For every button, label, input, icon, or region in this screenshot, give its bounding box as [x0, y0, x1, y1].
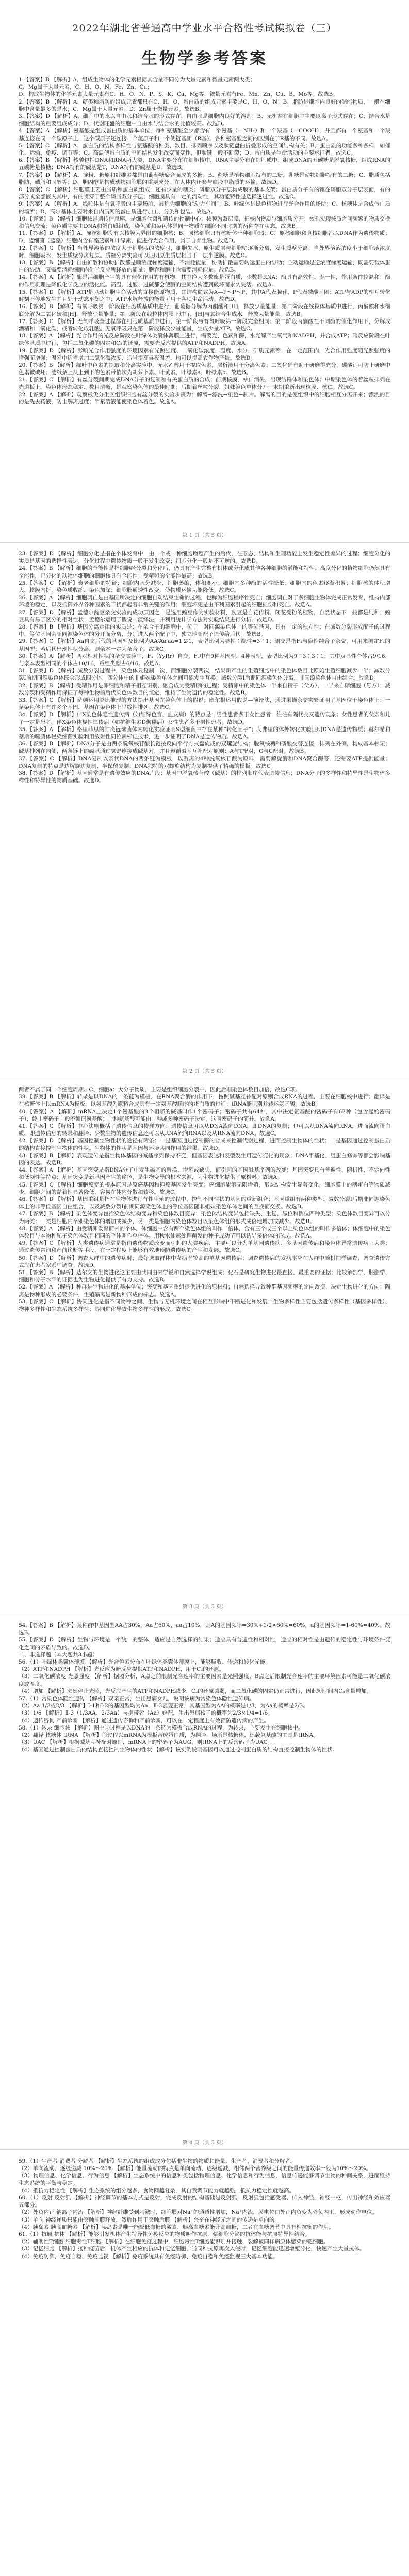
answer-paragraph: 22.【答案】A 【解析】观察根尖分生区组织细胞有丝分裂的实验步骤为：解离→漂洗→染色→制片。解离的目的是使组织中的细胞相互分离开来；漂洗的目的是洗去药液，防止解离过度；甲紫溶液能使染色体着色。故选A。 [19, 391, 390, 405]
answer-paragraph: 49.【答案】C 【解析】人类遗传病通常是指由遗传物质改变而引起的人类疾病，主要可以分为单基因遗传病、多基因遗传病和染色体异常遗传病三大类；通过遗传咨询和产前诊断等手段，在一定程度上能够有效地预防遗传病的产生和发展。故选C。 [19, 1240, 390, 1254]
answer-paragraph: 15.【答案】D 【解析】ATP是驱动细胞生命活动的直接能源物质，其结构简式为A—P～P～P，其中A代表腺苷，P代表磷酸基团；ATP与ADP的相互转化时刻不停地发生并且处于动态平衡之中；ATP水解释放的能量可用于各项生命活动。故选D。 [19, 289, 390, 303]
answer-paragraph: （3）单向 神经递质只能由突触前膜释放，然后作用于突触后膜 【解析】兴奋在神经元之间的传递是单向的。 [19, 2216, 280, 2223]
answer-paragraph: 17.【答案】C 【解析】无氧呼吸全过程都在细胞质基质中进行，第一阶段与有氧呼吸第一阶段完全相同；第二阶段丙酮酸在不同酶的催化作用下，分解成酒精和二氧化碳，或者转化成乳酸。无氧呼吸只在第一阶段释放少量能量，生成少量ATP。故选C。 [19, 318, 390, 332]
answer-paragraph: 42.【答案】D 【解析】基因控制生物性状的途径有两条：一是基因通过控制酶的合成来控制代谢过程，进而控制生物体的性状；二是基因通过控制蛋白质的结构直接控制生物体的性状。生物体的性状是基因与环境共同作用的结果。故选D。 [19, 1138, 390, 1151]
answer-paragraph: 51.【答案】B 【解析】达尔文的生物进化论主要由共同由来学说和自然选择学说组成；化石是研究生物进化最直接、最重要的证据；比较解剖学、胚胎学、细胞和分子水平的证据也为生物进化提供了有力支持。故选B。 [19, 1269, 390, 1283]
answer-paragraph: 44.【答案】A 【解析】基因突变是指DNA分子中发生碱基的替换、增添或缺失，而引起的基因碱基序列的改变；基因突变具有普遍性、随机性、不定向性和低频性等特点；基因突变是新基因产生的途径，是生物变异的根本来源，为生物进化提供了原材料。故选A。 [19, 1167, 390, 1181]
page-divider [0, 2149, 409, 2150]
answer-paragraph: （3）UAC 【解析】根据碱基互补配对原则，mRNA上的密码子为AUG，则tRNA上的反密码子为UAC。 [19, 1739, 273, 1746]
answer-paragraph: 24.【答案】B 【解析】细胞的全能性是指细胞经分裂和分化后，仍具有产生完整有机体或分化成其他各种细胞的潜能和特性；高度分化的植物细胞仍然具有全能性，已分化的动物体细胞的细胞核具有全能性；受精卵的全能性最高。故选B。 [19, 565, 390, 579]
answer-paragraph: 38.【答案】D 【解析】基因通常是有遗传效应的DNA片段；基因中脱氧核苷酸（碱基）的排列顺序代表遗传信息；DNA分子的多样性和特异性是生物体多样性和特异性的物质基础。故选D。 [19, 770, 390, 784]
answer-paragraph: D、构成生物体的化学元素大量元素有C、H、O、N、P、S、K、Ca、Mg等，微量元素有Fe、Mn、Zn、Cu、B、Mo等。故选B。 [19, 91, 338, 98]
page-1-footer: 第 1 页（共 5 页） [182, 533, 227, 538]
page-3-body [19, 1086, 390, 1596]
answer-paragraph: 11.【答案】D 【解析】A、原核细胞没有以核膜为界限的细胞核；B、原核细胞只有核糖体一种细胞器；C、原核细胞和真核细胞都以DNA作为遗传物质；D、蓝细菌（蓝藻）细胞内含有藻蓝素和叶绿素，能进行光合作用，属于自养生物。故选D。 [19, 230, 390, 244]
answer-paragraph: （4）抵抗力稳定性 【解析】生态系统的组分越多，食物网越复杂，其自我调节能力就越强，抵抗力稳定性就越高。 [19, 2187, 295, 2194]
answer-paragraph: 45.【答案】C 【解析】细胞癌变的根本原因是原癌基因和抑癌基因发生突变；癌细胞能够无限增殖，形态结构发生显著变化，细胞膜上的糖蛋白等物质减少，细胞之间的黏着性显著降低，容易在体内分散和转移。故选C。 [19, 1181, 390, 1195]
answer-paragraph: 59.（1）生产者 消费者 分解者 【解析】生态系统的组成成分包括非生物的物质和能量、生产者、消费者和分解者。 [19, 2158, 296, 2164]
page-4-body [19, 1622, 390, 2132]
answer-paragraph: （3）记忆细胞 【解析】接种疫苗后，机体产生相应的抗体和记忆细胞，当同种抗原再次入侵时，记忆细胞能迅速增殖分化，快速产生大量抗体。 [19, 2246, 365, 2252]
answer-paragraph: 26.【答案】A 【解析】细胞凋亡是由基因所决定的细胞自动结束生命的过程，也称为细胞程序性死亡；细胞凋亡对于多细胞生物体完成正常发育，维持内部环境的稳定，以及抵御外界各种因素的干扰都起着非常关键的作用；细胞坏死是由不利因素引起的细胞损伤和死亡。故选A。 [19, 595, 390, 608]
answer-paragraph: （2）单向流动、逐级递减 10%～20% 【解析】能量流动的特点是单向流动、逐级递减，相邻两个营养级之间的能量传递效率一般为10%～20%。 [19, 2165, 372, 2172]
page-2-footer: 第 2 页（共 5 页） [182, 1069, 227, 1074]
answer-paragraph: 47.【答案】B 【解析】染色体变异包括染色体结构变异和染色体数目变异；染色体结构变异包括缺失、重复、易位和倒位四种类型；染色体数目变异可以分为两类：一类是细胞内个别染色体的增加或减少，另一类是细胞内染色体数目以染色体组的形式成倍地增加或减少。故选B。 [19, 1211, 390, 1225]
answer-paragraph: 52.【答案】A 【解析】种群是生物进化的基本单位；突变和基因重组提供进化的原材料；自然选择导致种群基因频率的定向改变，决定生物进化的方向；隔离是物种形成的必要条件，生殖隔离是新物种形成的标志。故选A。 [19, 1284, 390, 1298]
answer-paragraph: 27.【答案】D 【解析】孟德尔豌豆杂交实验的成功原因之一是选用豌豆作为实验材料，豌豆是自花传粉、闭花受粉的植物，自然状态下一般都是纯种；豌豆具有易于区分的相对性状；孟德尔运用了假说—演绎法，并利用统计学方法对实验结果进行分析。故选D。 [19, 609, 390, 623]
answer-paragraph: （4）免疫防御、免疫自稳、免疫监视 【解析】免疫系统具有免疫防御、免疫自稳和免疫监视三大基本功能。 [19, 2253, 279, 2260]
answer-paragraph: 16.【答案】B 【解析】有氧呼吸第一阶段在细胞质基质中进行，葡萄糖分解为丙酮酸和[H]，释放少量能量；第二阶段在线粒体基质中进行，丙酮酸和水彻底分解为二氧化碳和[H]，释放少量能量；第三阶段在线粒体内膜上进行，[H]与氧结合生成水，释放大量能量。故选B。 [19, 303, 390, 317]
answer-paragraph: 28.【答案】B 【解析】基因分离定律的实质是：在杂合子的细胞中，位于一对同源染色体上的等位基因，具有一定的独立性；在减数分裂形成配子的过程中，等位基因会随同源染色体的分开而分离，分别进入两个配子中，独立地随配子遗传给后代。故选B。 [19, 624, 390, 638]
answer-paragraph: 23.【答案】D 【解析】细胞分化是指在个体发育中，由一个或一种细胞增殖产生的后代，在形态、结构和生理功能上发生稳定性差异的过程；细胞分化的实质是基因的选择性表达，分化过程中遗传物质一般不发生改变；细胞分化一般是不可逆的。故选D。 [19, 551, 390, 565]
answer-paragraph: （2）外负内正 钠离子内流 【解析】神经纤维受到刺激时，细胞膜对Na⁺的通透性增加，Na⁺内流，膜电位由外正内负变为外负内正，形成动作电位。 [19, 2209, 378, 2216]
answer-paragraph: 61.（1）抗原 抗体 【解析】能够引发机体产生特异性免疫反应的物质叫作抗原，浆细胞分泌的抗体能与抗原特异性结合。 [19, 2231, 310, 2238]
answer-paragraph: C、Mg属于大量元素，C、H、O、N、Fe、Zn、Cu； [19, 84, 153, 91]
answer-paragraph: 两者不属于同一个细胞周期。C、细胞a：大分子物质，主要是组织细胞分裂中，因此后期染色体数目加倍，故选C项。 [19, 1087, 301, 1093]
answer-paragraph: 31.【答案】D 【解析】减数分裂过程中，染色体只复制一次，而细胞分裂两次，结果新产生的生殖细胞中的染色体数目比原始生殖细胞减少一半；减数分裂Ⅰ前期同源染色体联会形成四分体，四分体中的非姐妹染色单体之间可能发生互换；减数分裂Ⅰ后期同源染色体分离，非同源染色体自由组合。故选D。 [19, 668, 390, 682]
answer-paragraph: 54.【答案】B 【解析】某种群中基因型AA占30%，Aa占60%，aa占10%，则A的基因频率=30%+1/2×60%=60%，a的基因频率=1-60%=40%。故选B。 [19, 1622, 390, 1636]
answer-paragraph: 50.【答案】D 【解析】调查人群中的遗传病时，最好选取群体中发病率较高的单基因遗传病；调查遗传病的发病率应在人群中随机抽样调查，调查遗传方式应在患者家系中调查。故选D。 [19, 1255, 390, 1268]
answer-paragraph: 7.【答案】D 【解析】A、淀粉、糖原和纤维素都是由葡萄糖聚合而成的多糖；B、蔗糖是植物细胞特有的二糖，乳糖是动物细胞特有的二糖；C、脂质包括脂肪、磷脂和固醇等；D、胆固醇是构成动物细胞膜的重要成分，在人体内还参与血液中脂质的运输。故选D。 [19, 172, 390, 185]
page-3-footer: 第 3 页（共 5 页） [182, 1604, 227, 1610]
page-divider [0, 542, 409, 543]
answer-paragraph: 37.【答案】C 【解析】DNA复制以亲代DNA的两条链为模板，以游离的4种脱氧核苷酸为原料，需要解旋酶和DNA聚合酶等，还需要ATP提供能量；DNA复制的特点是边解旋边复制、半保留复制；DNA独特的双螺旋结构为复制提供了精确的模板。故选C。 [19, 755, 390, 769]
answer-paragraph: 40.【答案】A 【解析】mRNA上决定1个氨基酸的3个相邻的碱基叫作1个密码子；密码子共有64种，其中决定氨基酸的密码子有62种（包含起始密码子），终止密码子一般不编码氨基酸；一种氨基酸可能由一种或多种密码子决定，这叫密码子的简并。故选A。 [19, 1108, 390, 1122]
answer-paragraph: 10.【答案】B 【解析】细胞核是遗传信息库，是细胞代谢和遗传的控制中心；核膜为双层膜，把核内物质与细胞质分开；核孔实现核质之间频繁的物质交换和信息交流；染色质主要由DNA和蛋白质组成，染色质和染色体是同一物质在细胞不同时期的两种存在状态。故选B。 [19, 215, 390, 230]
answer-paragraph: 55.【答案】D 【解析】生物与环境是一个统一的整体，适应是自然选择的结果；适应具有普遍性和相对性，适应的相对性是由遗传的稳定性与环境条件变化之间的矛盾导致的。故选D。 [19, 1637, 390, 1651]
answer-paragraph: （4）增加 【解析】突然停止光照，光反应产生的ATP和NADPH减少，C₃的还原减弱，而二氧化碳的固定仍正常进行，因此短时间内C₃含量增加。 [19, 1688, 372, 1694]
answer-paragraph: 30.【答案】A 【解析】两对相对性状的杂交实验中，F₁（YyRr）自交，F₂中有9种基因型、4种表型，表型比例为9∶3∶3∶1；其中双显性个体占9/16，与亲本表型相同的个体占10/16，重组类型占6/16。故选A。 [19, 653, 390, 667]
answer-paragraph: 33.【答案】C 【解析】萨顿运用类比推理的方法提出基因在染色体上的假说；摩尔根运用假说—演绎法，通过果蝇杂交实验证明了基因位于染色体上；一条染色体上有许多个基因，基因在染色体上呈线性排列。故选C。 [19, 697, 390, 711]
answer-paragraph: 32.【答案】B 【解析】受精作用是卵细胞和精子相互识别、融合成为受精卵的过程；受精卵中的染色体一半来自精子（父方），一半来自卵细胞（母方）；减数分裂和受精作用保证了每种生物前后代染色体数目的恒定，维持了生物遗传的稳定性。故选B。 [19, 682, 390, 696]
answer-paragraph: 2.【答案】B 【解析】A、糖类和脂肪的组成元素都只有C、H、O，蛋白质的组成元素主要是C、H、O、N；B、脂肪是细胞内良好的储能物质，一般在细胞中含量最多的是水；C、Mg属于大量元素；D、Zn属于微量元素。故选B。 [19, 98, 390, 112]
answer-paragraph: （2）Aa 1/3或2/3 【解析】Ⅰ-1和Ⅰ-2的基因型均为Aa，Ⅱ-3表现正常，其基因型为AA的概率是1/3，为Aa的概率是2/3。 [19, 1703, 308, 1709]
page-1-body [19, 76, 390, 524]
answer-paragraph: 25.【答案】C 【解析】衰老细胞的特征：细胞内水分减少，细胞萎缩，体积变小；细胞内多种酶的活性降低；细胞内的色素逐渐积累；细胞核的体积增大，核膜内折，染色质收缩、染色加深；细胞膜通透性改变，使物质运输功能降低。故选C。 [19, 580, 390, 594]
answer-paragraph: （2）ATP和NADPH 【解析】光反应为暗反应提供ATP和NADPH，用于C₃的还原。 [19, 1666, 225, 1673]
answer-paragraph: 12.【答案】C 【解析】当外界溶液的浓度大于细胞液的浓度时，细胞失水，原生质层与细胞壁逐渐分离，发生质壁分离；当外界溶液浓度小于细胞液浓度时，细胞吸水，发生质壁分离复原。质壁分离实验可以证明原生质层相当于一层半透膜。故选C。 [19, 245, 390, 259]
page-5-body [19, 2158, 390, 2576]
answer-paragraph: 6.【答案】B 【解析】核酸包括DNA和RNA两大类，DNA主要分布在细胞核中，RNA主要分布在细胞质中；组成DNA的五碳糖是脱氧核糖，组成RNA的五碳糖是核糖；DNA特有的碱基是T，RNA特有的碱基是U。故选B。 [19, 157, 390, 171]
answer-paragraph: （3）物理信息、化学信息、行为信息 【解析】生态系统中的信息种类包括物理信息、化学信息和行为信息，信息传递能够调节生物的种间关系，进而维持生态系统的平衡与稳定。 [19, 2173, 390, 2187]
answer-paragraph: 14.【答案】A 【解析】酶是活细胞产生的具有催化作用的有机物，其中绝大多数酶是蛋白质，少数是RNA；酶具有高效性、专一性，作用条件较温和；酶的作用机理是降低化学反应的活化能。高温、过酸、过碱都会使酶的空间结构遭到破坏而永久失活。故选A。 [19, 274, 390, 288]
answer-paragraph: 36.【答案】B 【解析】DNA分子是由两条脱氧核苷酸长链按反向平行方式盘旋成的双螺旋结构；脱氧核糖和磷酸交替连接，排列在外侧，构成基本骨架；碱基排列在内侧，两条链上的碱基通过氢键连接成碱基对，并且遵循碱基互补配对原则：A与T配对，G与C配对。故选B。 [19, 741, 390, 755]
answer-paragraph: 34.【答案】D 【解析】伴X染色体隐性遗传病（如红绿色盲、血友病）的特点是：男性患者多于女性患者；往往有隔代交叉遗传现象；女性患者的父亲和儿子一定是患者。伴X染色体显性遗传病（如抗维生素D佝偻病）女性患者多于男性患者。故选D。 [19, 711, 390, 725]
answer-paragraph: 43.【答案】B 【解析】表观遗传是指生物体基因的碱基序列保持不变，但基因表达和表型发生可遗传变化的现象；DNA甲基化、组蛋白修饰等都会影响基因的表达。故选B。 [19, 1152, 390, 1166]
answer-paragraph: 29.【答案】C 【解析】Aa自交后代的基因型及比例为AA∶Aa∶aa=1∶2∶1，表型比例为显性∶隐性=3∶1；测交是指F₁与隐性纯合子杂交，可用来测定F₁的基因型；若后代出现性状分离，则亲本一定为杂合子。故选C。 [19, 638, 390, 652]
exam-title: 2022年湖北省普通高中学业水平合格性考试模拟卷（三） [72, 23, 337, 34]
document-title: 生物学参考答案 [141, 49, 268, 68]
answer-paragraph: 8.【答案】C 【解析】细胞膜主要由脂质和蛋白质组成，还有少量的糖类；磷脂双分子层构成膜的基本支架；蛋白质分子有的镶在磷脂双分子层表面，有的部分或全部嵌入其中，有的贯穿于整个磷脂双分子层；细胞膜具有一定的流动性，其功能特性是选择透过性。故选C。 [19, 187, 390, 200]
answer-paragraph: 1.【答案】B 【解析】A、组成生物体的化学元素根据其含量不同分为大量元素和微量元素两大类； [19, 77, 256, 83]
answer-paragraph: （2）翻译 核糖体 tRNA 【解析】②过程以mRNA为模板合成蛋白质，为翻译，场所是核糖体，运载氨基酸的工具是tRNA。 [19, 1732, 319, 1739]
answer-paragraph: 58.（1）转录 细胞核 【解析】图中①过程是以DNA的一条链为模板合成RNA的过程，为转录，主要发生在细胞核中。 [19, 1724, 304, 1731]
answer-paragraph: 3.【答案】D 【解析】A、细胞中的水以自由水和结合水的形式存在，自由水是细胞内良好的溶剂；B、无机盐在细胞中主要以离子形式存在；C、结合水是细胞结构的重要组成成分；D、代谢旺盛的细胞中自由水与结合水的比值较高。故选D。 [19, 113, 390, 127]
answer-paragraph: 21.【答案】C 【解析】有丝分裂间期完成DNA分子的复制和有关蛋白质的合成；前期核膜、核仁消失，出现纺锤体和染色体；中期染色体的着丝粒排列在赤道板上，染色体形态稳定、数目清晰，是观察染色体的最佳时期；后期着丝粒分裂，姐妹染色单体分开；末期重新出现核膜、核仁。故选C。 [19, 377, 390, 391]
answer-paragraph: 9.【答案】A 【解析】A、线粒体是有氧呼吸的主要场所，被称为细胞的“动力车间”；B、叶绿体是绿色植物进行光合作用的场所；C、核糖体是合成蛋白质的场所；D、高尔基体主要对来自内质网的蛋白质进行加工、分类和包装。故选A。 [19, 201, 390, 215]
answer-paragraph: （4）遗传咨询 产前诊断 【解析】通过遗传咨询和产前诊断，可以在一定程度上有效预防遗传病的产生。 [19, 1717, 269, 1724]
answer-paragraph: 18.【答案】A 【解析】光合作用的光反应阶段在叶绿体类囊体薄膜上进行，需要光、色素和酶，水光解产生氧气和NADPH，并合成ATP；暗反应阶段在叶绿体基质中进行，包括二氧化碳的固定和C₃的还原，需要光反应提供的ATP和NADPH。故选A。 [19, 333, 390, 347]
answer-paragraph: 41.【答案】C 【解析】中心法则概括了遗传信息的传递方向：遗传信息可以从DNA流向DNA，即DNA的复制；也可以从DNA流向RNA，进而流向蛋白质，即遗传信息的转录和翻译；少数生物的遗传信息还可以从RNA流向RNA以及从RNA流向DNA。故选C。 [19, 1123, 390, 1137]
answer-paragraph: 35.【答案】A 【解析】格里菲思的肺炎链球菌体内转化实验证明S型细菌中存在某种“转化因子”；艾弗里的体外转化实验证明DNA是遗传物质；赫尔希和蔡斯的噬菌体侵染细菌实验利用放射性同位素标记技术，进一步证明了DNA是遗传物质。故选A。 [19, 726, 390, 740]
answer-paragraph: 46.【答案】D 【解析】基因重组是指在生物体进行有性生殖的过程中，控制不同性状的基因的重新组合；基因重组有两种类型：减数分裂Ⅰ后期非同源染色体上的非等位基因自由组合，以及减数分裂Ⅰ前期同源染色体上的等位基因随非姐妹染色单体之间的互换而交换。故选D。 [19, 1196, 390, 1210]
answer-paragraph: 20.【答案】B 【解析】绿叶中色素的提取和分离实验中，无水乙醇用于提取色素，层析液用于分离色素；二氧化硅有助于研磨得充分，碳酸钙可防止研磨中色素被破坏；滤纸条上从上到下的色素带依次为胡萝卜素、叶黄素、叶绿素a、叶绿素b。故选B。 [19, 362, 390, 376]
answer-paragraph: 4.【答案】A 【解析】氨基酸是组成蛋白质的基本单位，每种氨基酸至少都含有一个氨基（—NH₂）和一个羧基（—COOH），并且都有一个氨基和一个羧基连接在同一个碳原子上，这个碳原子还连接一个氢原子和一个侧链基团（R基）。各种氨基酸之间的区别在于R基的不同。故选A。 [19, 128, 390, 142]
answer-paragraph: 57.（1）常染色体隐性遗传 【解析】双亲正常，生出患病女儿，说明该病为常染色体隐性遗传病。 [19, 1696, 255, 1702]
answer-paragraph: 13.【答案】B 【解析】自由扩散和协助扩散都是顺浓度梯度运输，不消耗能量，协助扩散需要转运蛋白的协助；主动运输是逆浓度梯度运输，既需要载体蛋白的协助，又需要消耗细胞内化学反应所释放的能量；胞吞和胞吐也需要消耗能量。故选B。 [19, 260, 390, 274]
answer-paragraph: 19.【答案】D 【解析】影响光合作用强度的环境因素有光照强度、二氧化碳浓度、温度、水分、矿质元素等；在一定范围内，光合作用强度随光照强度的增强而增强；温室中适当增加二氧化碳浓度、适当提高昼夜温差，均可以提高农作物产量。故选D。 [19, 347, 390, 361]
answer-paragraph: 5.【答案】C 【解析】A、蛋白质的结构多样性与氨基酸的种类、数目、排列顺序以及肽链盘曲折叠形成的空间结构有关；B、蛋白质的功能多种多样，如催化、运输、免疫、调节等；C、高温使蛋白质的空间结构发生改变而变性，但肽键一般不断裂；D、蛋白质是生命活动的主要承担者。故选C。 [19, 142, 390, 157]
page-4-footer: 第 4 页（共 5 页） [182, 2140, 227, 2146]
answer-paragraph: （4）基因通过控制蛋白质的结构直接控制生物体的性状 【解析】该实例说明基因可以通过控制蛋白质的结构直接控制生物体的性状。 [19, 1747, 338, 1753]
answer-paragraph: 53.【答案】C 【解析】协同进化是指不同物种之间、生物与无机环境之间在相互影响中不断进化和发展；生物多样性主要包括遗传多样性（基因多样性）、物种多样性和生态系统多样性；协同进化导致生物多样性的形成。故选C。 [19, 1298, 390, 1313]
answer-paragraph: （2）辅助性T细胞 细胞毒性T细胞 【解析】在细胞免疫过程中，细胞毒性T细胞能识别并接触、裂解被同样病原体感染的靶细胞。 [19, 2239, 329, 2245]
answer-paragraph: 39.【答案】B 【解析】转录是以DNA的一条链为模板，在RNA聚合酶的作用下，按照碱基互补配对原则合成RNA的过程，主要在细胞核中进行；翻译是在核糖体上以mRNA为模板，以氨基酸为原料合成具有一定氨基酸顺序的蛋白质的过程；tRNA能识别并转运氨基酸。故选B。 [19, 1094, 390, 1108]
answer-paragraph: （3）1/6 【解析】Ⅱ-3（1/3AA、2/3Aa）与携带者（Aa）婚配，生出患病孩子的概率为2/3×1/4=1/6。 [19, 1710, 273, 1717]
answer-paragraph: 56.（1）叶绿体类囊体薄膜 【解析】光合色素分布在叶绿体类囊体薄膜上，能够吸收、传递和转化光能。 [19, 1659, 271, 1666]
answer-paragraph: 60.（1）反射 反射弧 【解析】神经调节的基本方式是反射，完成反射的结构基础是反射弧，反射弧包括感受器、传入神经、神经中枢、传出神经和效应器五部分。 [19, 2195, 390, 2209]
answer-paragraph: （3）二氧化碳浓度 光照强度 【解析】据图分析，A点之前限制光合速率的主要因素是光照强度，B点之后限制光合速率的主要环境因素可能是二氧化碳浓度或温度。 [19, 1673, 390, 1687]
answer-paragraph: 48.【答案】A 【解析】由受精卵发育而来的个体，体细胞中含有两个染色体组的叫作二倍体，含有三个或三个以上染色体组的叫作多倍体；体细胞中的染色体数目与本物种配子染色体数目相同的个体叫作单倍体。用秋水仙素处理萌发的种子或幼苗可以诱导多倍体的形成。故选A。 [19, 1225, 390, 1240]
answer-paragraph: 二、非选择题（本大题共3小题） [19, 1651, 98, 1658]
answer-paragraph: （4）胰岛素 胰高血糖素 【解析】胰岛素是唯一能降低血糖的激素，胰高血糖素能升高血糖，二者在血糖调节中具有相抗衡的作用。 [19, 2224, 334, 2230]
page-2-body [19, 550, 390, 1060]
